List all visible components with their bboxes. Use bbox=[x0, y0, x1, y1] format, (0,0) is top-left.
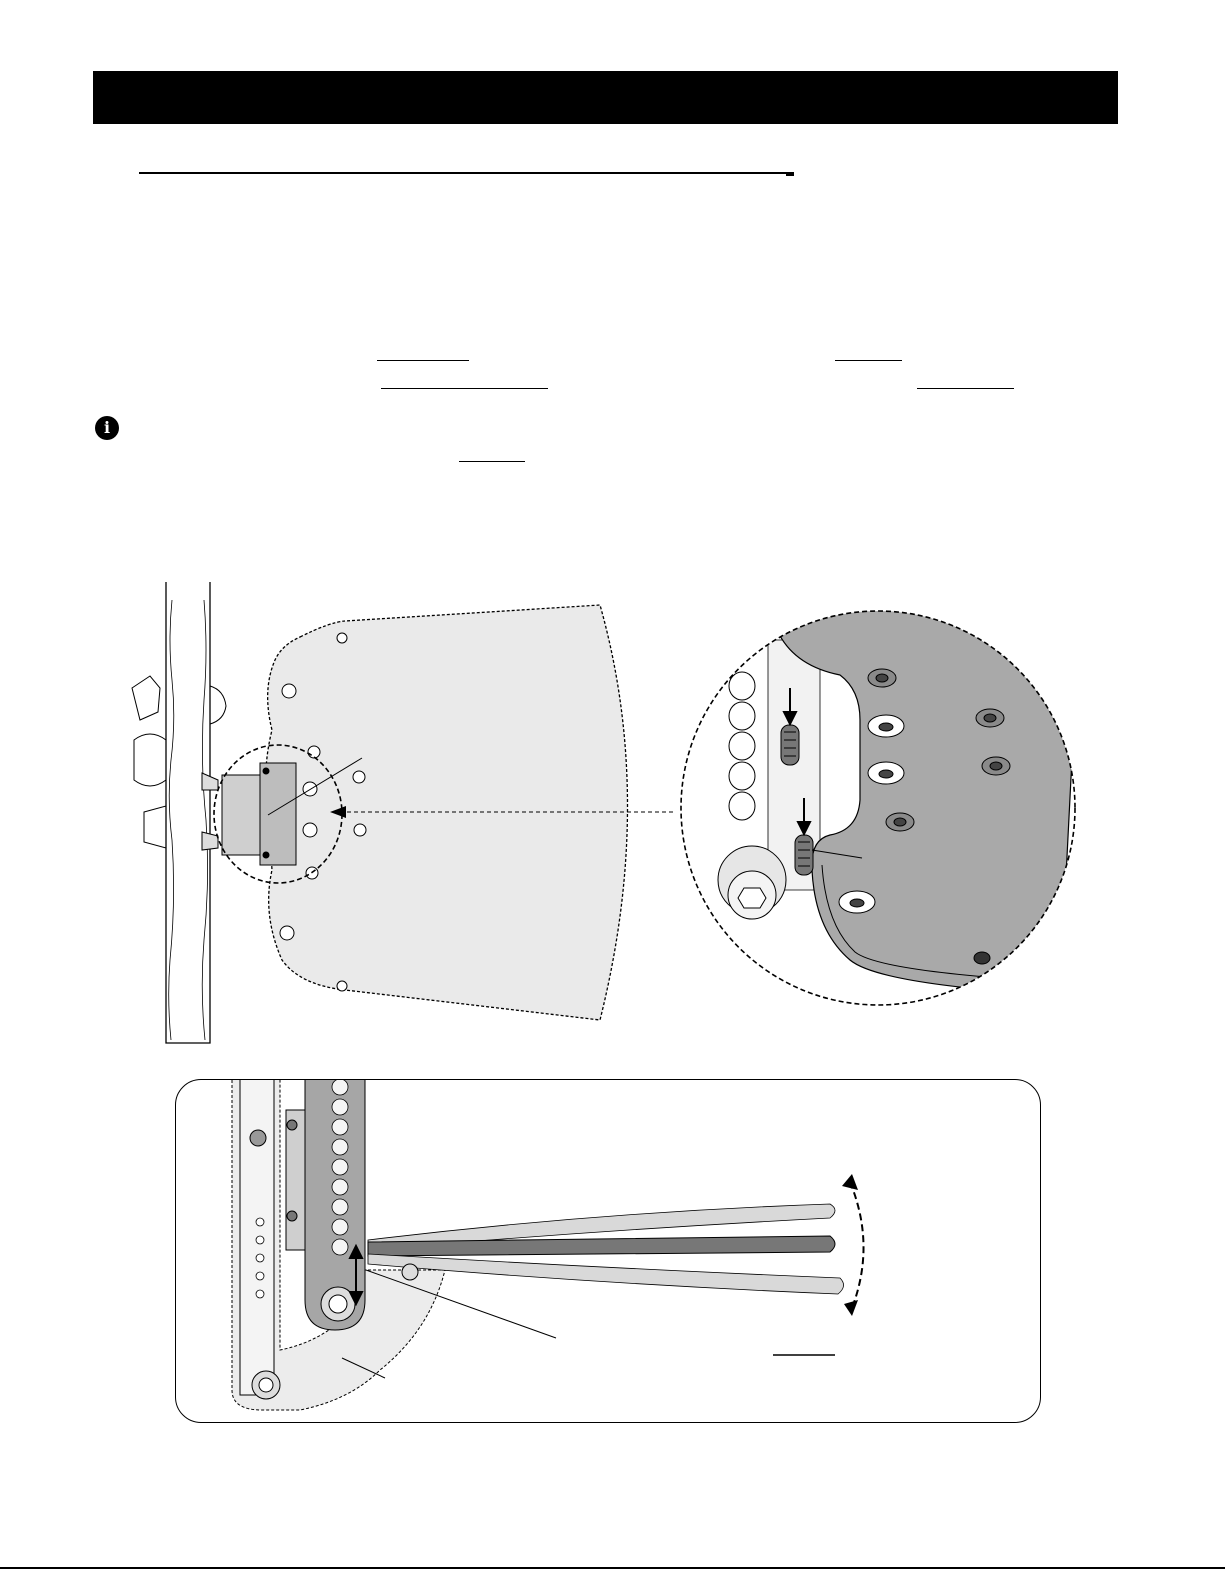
hinge-bracket bbox=[202, 763, 296, 865]
frame-tube bbox=[166, 582, 210, 1043]
info-icon: i bbox=[95, 416, 119, 440]
magnified-detail bbox=[670, 600, 1090, 1020]
angle-adjustment-panel bbox=[175, 1079, 1041, 1423]
mounting-hardware bbox=[132, 676, 226, 848]
page-bottom-rule bbox=[0, 1567, 1225, 1569]
